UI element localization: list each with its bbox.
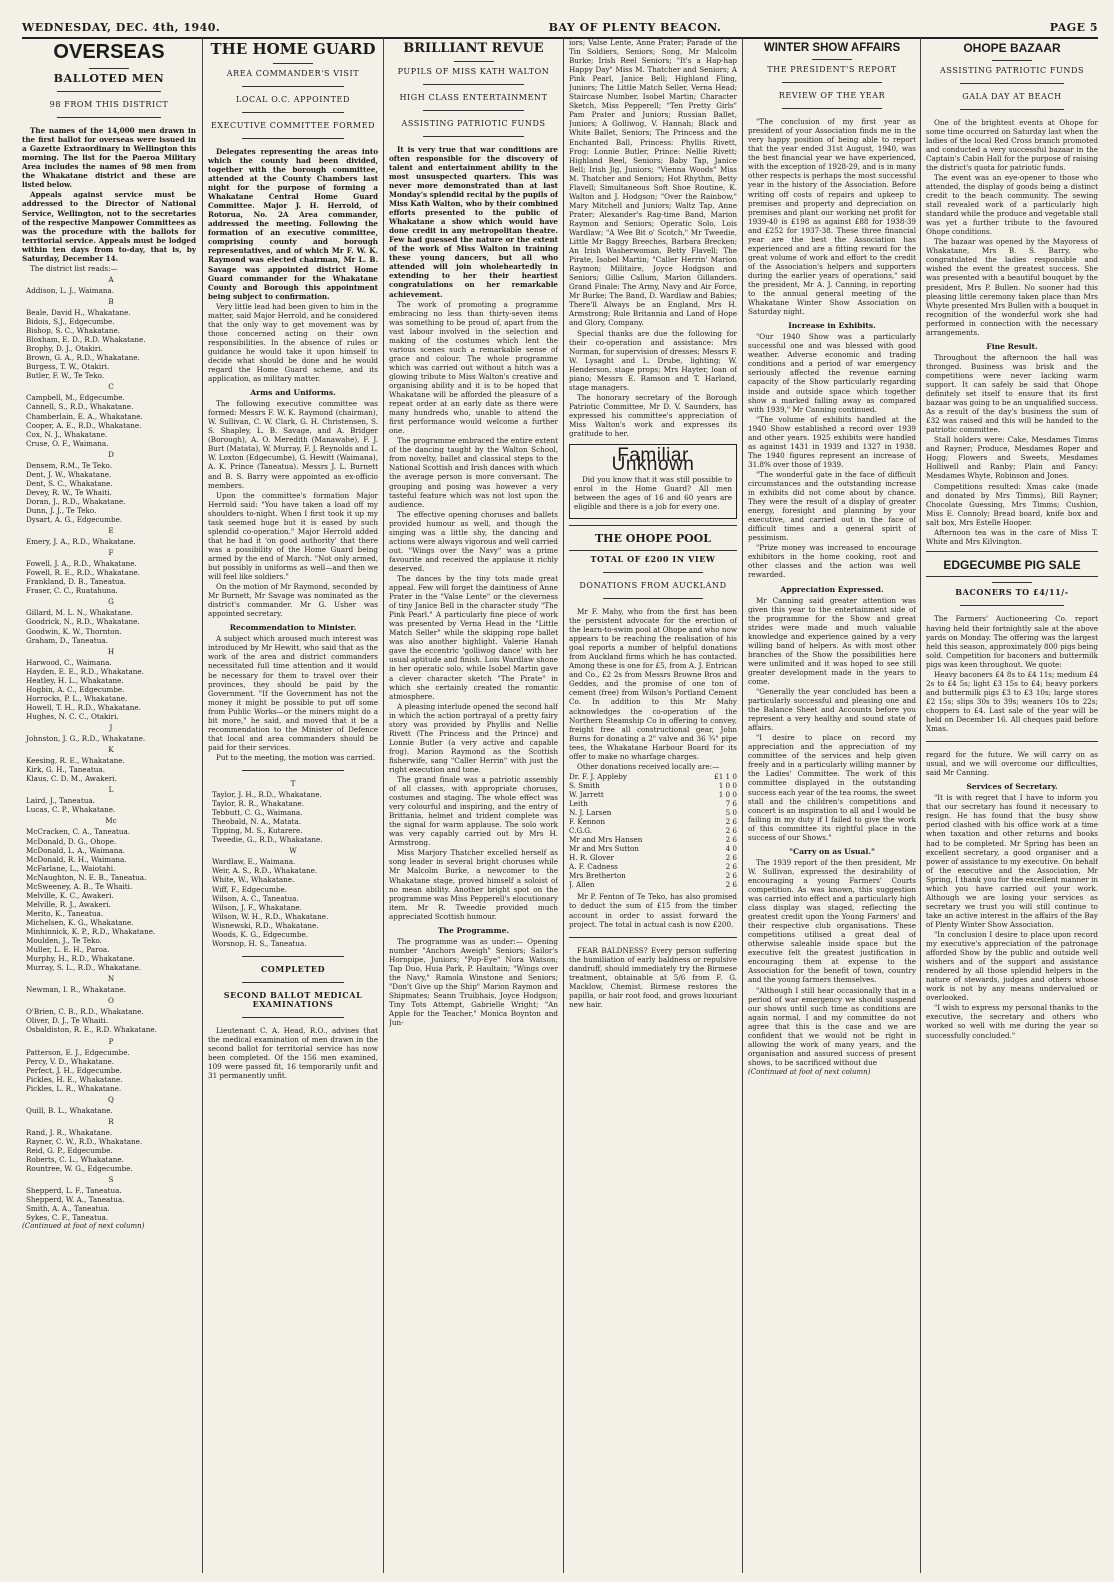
paragraph: The following executive committee was formed: Messrs F. W. K. Raymond (chairman), W. Sullivan, C. W. Clark, G. H. Christensen, S. S. Shapley, L. B. Savage, and A. Bridger (Borough), A. O. Meredith (Manawahe), F. J. Burt (Matata), W. Murray, F. J. Reynolds and L. W. Loxton (Edgecumbe), G. Hewitt (Waimana), A. K. Prince (Taneatua). Messrs J. L. Burnett and B. S. Barry were appointed as ex-officio members. xyxy=(208,399,378,490)
list-item: Cruse, O. F., Waimana. xyxy=(26,438,109,448)
headline-bazaar: OHOPE BAZAAR xyxy=(963,41,1061,55)
donation-row xyxy=(569,871,737,880)
list-item: Reid, G. P., Edgecumbe. xyxy=(26,1146,113,1156)
donor-name: Dr. F. J. Appleby xyxy=(569,771,627,781)
list-item: Laird, J., Taneatua. xyxy=(26,796,95,806)
list-item: Hughes, N. C. C., Otakiri. xyxy=(26,711,119,721)
list-item: Melville, K. C., Awakeri. xyxy=(26,890,114,900)
paragraph: Did you know that it was still possible to enrol in the Home Guard? All men between the ages of 16 and 60 years are eligible and there is a job for every one. xyxy=(574,475,732,512)
column-overseas xyxy=(22,38,196,1573)
article-intro: The names of the 14,000 men drawn in the first ballot for overseas were issued in a Gazette Extraordinary in Wellington this morning. The list for the Paeroa Military Area includes the names of 98 men from the Whakatane district and these are listed below. xyxy=(22,126,196,190)
second-ballot-head: SECOND BALLOT MEDICAL EXAMINATIONS xyxy=(223,989,363,1009)
subhead-gala: GALA DAY AT BEACH xyxy=(962,91,1062,101)
paragraph: "The conclusion of my first year as president of your Association finds me in the very happy position of being able to report that the year ended 31st August, 1940, was the best financial year we have experienced, with the exception of 1928-29, and is in many other respects is perhaps the most successful year in the history of the Association. Before writing off costs of repairs and upkeep to premises and property and depreciation on premises and plant our working net profit for 1939-40 is £198 as against £88 for 1938-39 and £252 for 1937-38. These three financial year are the best the Association has experienced and are a fitting reward for the great volume of work and effort to the credit of the Association's helpers and supporters during the earlier years of operations," said the president, Mr A. J. Canning, in reporting to the annual general meeting of the Whakatane Winter Show Association on Saturday night. xyxy=(748,117,916,317)
donation-row xyxy=(569,880,737,889)
list-item: Michelsen, K. G., Whakatane. xyxy=(26,917,134,927)
list-item: Cannell, S., R.D., Whakatane. xyxy=(26,402,134,412)
paragraph: "Our 1940 Show was a particularly successful one and was blessed with good weather. Adverse economic and trading conditions and a period of war emergency seriously affected the revenue earning capacity of the Show particularly regarding inside and outside space which together show a marked falling away as compared with 1939," Mr Canning continued. xyxy=(748,332,916,414)
list-letter: K xyxy=(108,745,114,755)
section-head: Recommendation to Minister. xyxy=(229,623,357,633)
list-item: Kirk, G. H., Taneatua. xyxy=(26,765,105,775)
list-item: Minhinnick, K. P., R.D., Whakatane. xyxy=(26,926,156,936)
familiar-unknown-box xyxy=(569,444,737,519)
subhead-patriotic: ASSISTING PATRIOTIC FUNDS xyxy=(401,118,546,128)
column-ohope-bazaar xyxy=(926,38,1098,1573)
subhead-review: REVIEW OF THE YEAR xyxy=(778,91,886,101)
paragraph: The 1939 report of the then president, Mr W. Sullivan, expressed the desirability of encouraging a young Farmers' Courts competition. As was known, this suggestion was carried into effect and a particularly high class display was staged, reflecting the greatest credit upon the Young Farmers' and their respective club organisations. These competitions utilised a great deal of otherwise saleable inside space but the executive felt the greatest justification in encouraging them at expense to the Association for the benefit of town, country and the young farmers themselves. xyxy=(748,857,916,985)
paragraph: Very little lead had been given to him in the matter, said Major Herrold, and he considered that the only way to get movement was by those concerned acting on their own responsibilities. In the absence of rules or guidance he would take it upon himself to decide what should be done and he would regard the Home Guard scheme, and its application, as military matter. xyxy=(208,301,378,384)
subhead-assisting: ASSISTING PATRIOTIC FUNDS xyxy=(939,65,1085,75)
paragraph: Special thanks are due the following for their co-operation and assistance: Mrs Norman, for supervision of dresses; Messrs F. W. Lysaght and L. Drube, lighting; W. Henderson, stage props; Mrs Hayter, loan of piano; Messrs E. Ramson and T. Harland, stage managers. xyxy=(569,328,737,392)
list-letter: C xyxy=(108,382,114,392)
donation-amount: 5 0 xyxy=(725,808,737,818)
list-item: Densem, R.M., Te Teko. xyxy=(26,460,112,470)
donation-row xyxy=(569,817,737,826)
donation-amount: 2 6 xyxy=(725,853,737,863)
list-item: Pickles, L. R., Whakatane. xyxy=(26,1083,122,1093)
donation-amount: 2 6 xyxy=(725,817,737,827)
donations-list xyxy=(569,772,737,890)
donation-amount: £1 1 0 xyxy=(714,771,737,781)
paragraph: "The wonderful gate in the face of difficult circumstances and the outstanding increase in exhibits did not come about by chance. They were the result of a display of greater energy, foresight and planning by your executive, and carried out in the face of difficult times and a general spirit of pessimism. xyxy=(748,469,916,543)
donation-row xyxy=(569,781,737,790)
list-item: Patterson, E. J., Edgecumbe. xyxy=(26,1047,130,1057)
paragraph: Heavy baconers £4 8s to £4 11s; medium £4 2s to £4 5s; light £3 15s to £4; heavy porkers and buttermilk pigs £3 to £3 10s; large stores £2 15s; slips 30s to 39s; weaners 10s to 22s; choppers to £4. Last sale of the year will be held on December 16. All cheques paid before Xmas. xyxy=(926,669,1098,734)
list-item: Perfect, J. H., Edgecumbe. xyxy=(26,1065,122,1075)
list-letter: S xyxy=(108,1175,114,1185)
paragraph: One of the brightest events at Ohope for some time occurred on Saturday last when the ladies of the local Red Cross branch promoted and conducted a very successful bazaar in the Captain's Cabin Hall for the purpose of raising the district's quota for patriotic funds. xyxy=(926,117,1098,172)
paragraph: Stall holders were: Cake, Mesdames Timms and Rayner; Produce, Mesdames Roper and Hogg; Flowers and Sweets, Mesdames Holliwell and Ranby; Plain and Fancy: Mesdames Whyte, Robinson and Jones. xyxy=(926,435,1098,481)
list-item: Rand, J. R., Whakatane. xyxy=(26,1127,113,1137)
list-item: Fowell, R. E., R.D., Whakatane. xyxy=(26,568,140,578)
list-item: Pickles, H. E., Whakatane. xyxy=(26,1074,123,1084)
list-letter: W xyxy=(289,846,297,856)
paragraph: Throughout the afternoon the hall was thronged. Business was brisk and the competitions were never lacking warm support. It can safely be said that Ohope definitely set itself to ensure that its first bazaar was going to be an unqualified success. As a result of the day's business the sum of £32 was raised and this will be handed to the patriotic committee. xyxy=(926,352,1098,435)
list-item: Johnston, J. G., R.D., Whakatane. xyxy=(26,734,146,744)
donor-name: W. Jarrett xyxy=(569,789,604,799)
column-rule xyxy=(563,38,564,1573)
donation-row xyxy=(569,844,737,853)
list-item: O'Brien, C. B., R.D., Whakatane. xyxy=(26,1007,144,1017)
list-item: Shepperd, W. A., Taneatua. xyxy=(26,1195,125,1205)
paragraph: The bazaar was opened by the Mayoress of Whakatane, Mrs B. S. Barry, who congratulated the ladies responsible and wished the event the greatest success. She was presented with a beautiful bouquet by the president, Mrs P. Bullen. No sooner had this pleasing little ceremony taken place than Mrs Whyte presented Mrs Bullen with a bouquet in recognition of the wonderful work she had performed in connection with the necessary arrangements. xyxy=(926,237,1098,337)
list-item: Campbell, M., Edgecumbe. xyxy=(26,393,125,403)
page-columns xyxy=(22,38,1098,1573)
subhead-donations: DONATIONS FROM AUCKLAND xyxy=(579,580,727,590)
donation-row xyxy=(569,808,737,817)
list-item: Howell, T. H., R.D., Whakatane. xyxy=(26,702,141,712)
ballot-list-continued xyxy=(208,790,378,844)
list-item: Newman, I. R., Whakatane. xyxy=(26,985,126,995)
list-letter: P xyxy=(108,1036,114,1046)
headline-winter-show: WINTER SHOW AFFAIRS xyxy=(763,42,901,54)
section-head: Services of Secretary. xyxy=(966,782,1058,792)
list-item: Sykes, C. F., Taneatua. xyxy=(26,1213,109,1223)
list-item: Oliver, D. J., Te Whaiti. xyxy=(26,1016,109,1026)
list-item: Bloxham, E. D., R.D. Whakatane. xyxy=(26,335,146,345)
list-letter: D xyxy=(108,449,114,459)
section-head: Increase in Exhibits. xyxy=(788,321,876,331)
subhead-entertainment: HIGH CLASS ENTERTAINMENT xyxy=(399,92,548,102)
list-item: Brophy, D. J., Otakiri. xyxy=(26,344,103,354)
list-item: Heatley, H. L., Whakatane. xyxy=(26,675,124,685)
list-item: Rayner, C. W., R.D., Whakatane. xyxy=(26,1136,143,1146)
list-item: Hogbin, A. C., Edgecumbe. xyxy=(26,684,125,694)
list-item: Dunn, J. J., Te Teko. xyxy=(26,505,97,515)
list-item: Tipping, M. S., Kutarere. xyxy=(212,826,303,836)
paragraph: "The volume of exhibits handled at the 1940 Show established a record over 1939 and other years. 1925 exhibits were handled as against 1431 in 1939 and 1327 in 1938. The 1940 figures represent an increase of 31.8% over those of 1939. xyxy=(748,414,916,469)
list-item: Chamberlain, E. A., Whakatane. xyxy=(26,411,143,421)
paragraph: The work of promoting a programme embracing no less than thirty-seven items was something to be proud of, apart from the vast labour involved in the selection and making of the costumes which lent the various scenes such a remarkable sense of grace and colour. The whole programme which was carried out without a hitch was a glowing tribute to Miss Walton's creative and organising ability and it is to be hoped that Whakatane will be afforded the pleasure of a repeat order at an early date as there were many hundreds who, unable to attend the first performance would welcome a further one. xyxy=(389,299,558,436)
list-item: Fraser, C. C., Ruatahuna. xyxy=(26,586,118,596)
list-item: McDonald, L. A., Waimana. xyxy=(26,845,125,855)
list-item: Wisnewski, R.D., Whakatane. xyxy=(212,920,319,930)
paragraph: "I desire to place on record my appreciation and the appreciation of my committee of the services and help given freely and in a particularly willing manner by the Ladies' Committee. The work of this committee displayed in the outstanding success each year of the tea rooms, the sweet stall and the children's competitions and concert is an inspiration to all and I would be failing in my duty if I failed to give the work of this committee its rightful place in the success of our Shows." xyxy=(748,733,916,842)
list-item: Roberts, C. L., Whakatane. xyxy=(26,1155,124,1165)
list-item: Burgess, T. W., Otakiri. xyxy=(26,362,110,372)
list-item: Worsnop, H. S., Taneatua. xyxy=(212,938,307,948)
list-item: Goodwin, K. W., Thornton. xyxy=(26,626,122,636)
list-item: Osbaldiston, R. E., R.D. Whakatane. xyxy=(26,1025,157,1035)
list-item: Doran, J., R.D., Whakatane. xyxy=(26,496,126,506)
column-home-guard xyxy=(208,38,378,1573)
paragraph: Miss Marjory Thatcher excelled herself as song leader in several bright choruses while Mr Malcolm Burke, a newcomer to the Whakatane stage, proved himself a soloist of no mean ability. Another bright spot on the programme was Miss Pepperell's elocutionary item. Mr R. Tweedie provided much appreciated Scottish humour. xyxy=(389,848,558,921)
donation-amount: 7 6 xyxy=(725,798,737,808)
subhead-report: THE PRESIDENT'S REPORT xyxy=(767,65,897,75)
revue-lead: It is very true that war conditions are often responsible for the discovery of talent and entertainment ability in the most unsuspected quarters. This was never more demonstrated than at last Monday's splendid recital by the pupils of Miss Kath Walton, who by their combined efforts presented to the public of Whakatane a show which would have done credit in any metropolitan theatre. Few had guessed the nature or the extent of the work of Miss Walton in training these young dancers, but all who attended will join wholeheartedly in extending to her their heartiest congratulations on her remarkable achievement. xyxy=(389,144,558,299)
list-item: Rountree, W. G., Edgecumbe. xyxy=(26,1164,133,1174)
donor-name: Leith xyxy=(569,798,588,808)
paragraph: "It is with regret that I have to inform you that our secretary has found it necessary to resign. He has found that the busy show period clashed with his office work at a time when taxation and other returns and books had to be completed. Mr Spring has been an excellent secretary, a good organiser and a power of assistance to my executive. On behalf of the executive and the Association, Mr Spring, I thank you for the excellent manner in which you have carried out your work. Although we are losing your services as secretary we trust you will still continue to take an active interest in the affairs of the Bay of Plenty Winter Show Association. xyxy=(926,793,1098,929)
section-head: The Programme. xyxy=(437,925,510,935)
list-item: Harwood, C., Waimana. xyxy=(26,657,112,667)
list-item: Quill, B. L., Whakatane. xyxy=(26,1105,113,1115)
paragraph: iors; Valse Lente, Anne Prater; Parade of the Tin Soldiers, Seniors; Song, Mr Malcolm Burke; Irish Reel Seniors; "It's a Hap-hap Happy Day" Miss M. Thatcher and Seniors; A Pink Pearl, Janice Bell; Highland Fling, Juniors; The Little Match Seller, Verna Head; Staircase Number, Isobel Martin; Character Sketch, Miss Pepperell; "Ten Pretty Girls" Pam Prater and Juniors; Russian Ballet, Juniors; A Golliwog, V. Hannah; Black and White Ballet, Seniors; The Princess and the Enchanted Ball, Princess: Phyllis Rivett, Frog: Lonnie Butler, Prince: Nellie Rivett; Highland Reel, Seniors; Baby Tap, Janice Bell; Irish Jig, Juniors; "Vienna Woods" Miss M. Thatcher and Seniors; Hot Rhythm, Betty Flavell; Simultaneous Soft Shoe Routine, K. Walton and J. Hodgson; "Over the Rainbow," Mary Mitchell and Juniors; Waltz Tap, Anne Prater; Alexander's Rag-time Band, Marion Raymon and Seniors; Operatic Solo, Lois Wardlaw; "A Wee Bit o' Scotch," Mr Tweedie, Little Mr Baggy Breeches, Barbara Brecken; An Irish Washerwoman, Betty Flavell; The Pirate, Isobel Martin; "Caller Herrin' Marion Raymon; Militaire, Joyce Hodgson and Seniors; Gillie Callum, Marion Gillanders. Grand Finale: The Army, Navy and Air Force, Mr Burke; The Band, D. Wardlaw and Babies; There'll Always be an England, Mrs H. Armstrong; Rule Britannia and Land of Hope and Glory, Company. xyxy=(569,38,737,328)
home-guard-lead: Delegates representing the areas into which the county had been divided, together with the borough committee, attended at the County Chambers last night for the purpose of forming a Whakatane Central Home Guard Committee. Major J. H. Herrold, of Rotorua, No. 2A Area commander, addressed the meeting. Following the formation of an executive committee, comprising county and borough representatives, and of which Mr F. W. K. Raymond was elected chairman, Mr L. B. Savage was appointed district Home Guard commander for the Whakatane County and Borough this appointment being subject to confirmation. xyxy=(208,146,378,301)
donation-row xyxy=(569,790,737,799)
list-item: Emery, J. A., R.D., Whakatane. xyxy=(26,537,136,547)
list-item: McDonald, R. H., Waimana. xyxy=(26,854,127,864)
list-item: McNaughton, N. E. B., Taneatua. xyxy=(26,872,147,882)
paragraph: Afternoon tea was in the care of Miss T. White and Mrs Kilvington. xyxy=(926,527,1098,546)
list-item: Murray, S. L., R.D., Whakatane. xyxy=(26,963,142,973)
list-item: Wilson, J. F., Whakatane. xyxy=(212,902,302,912)
column-rule xyxy=(202,38,203,1573)
donation-amount: 1 0 0 xyxy=(718,789,737,799)
list-item: Woods, K. G., Edgecumbe. xyxy=(212,929,309,939)
column-winter-show xyxy=(748,38,916,1573)
list-item: Moulden, J., Te Teko. xyxy=(26,936,102,946)
paragraph: Mr Canning said greater attention was given this year to the entertainment side of the programme for the Show and great strides were made and much valuable knowledge and experience gained by a very willing band of helpers. As with most other branches of the Show the possibilities here were unlimited and it was hoped to see still greater development made in the years to come. xyxy=(748,595,916,686)
column-ohope-pool xyxy=(569,38,737,1573)
paragraph: The Farmers' Auctioneering Co. report having held their fortnightly sale at the above yards on Monday. The offering was the largest held this season, approximately 800 pigs being sold. Competition for baconers and buttermilk pigs was keen throughout. We quote: xyxy=(926,614,1098,669)
paragraph: A pleasing interlude opened the second half in which the action portrayal of a pretty fairy story was provided by Phyllis and Nellie Rivett (The Princess and the Prince) and Lonnie Butler (a very active and capable frog). Marion Raymond as the Scottish fisherwife, sang "Caller Herrin" with just the right execution and tone. xyxy=(389,701,558,774)
list-item: Frankland, D. B., Taneatua. xyxy=(26,577,127,587)
headline-overseas: OVERSEAS xyxy=(53,41,165,63)
list-item: McCracken, C. A., Taneatua. xyxy=(26,827,131,837)
list-item: Butler, F. W., Te Teko. xyxy=(26,371,105,381)
list-item: Brown, G. A., R.D., Whakatane. xyxy=(26,353,140,363)
subhead-district: 98 FROM THIS DISTRICT xyxy=(49,100,169,110)
paragraph: Put to the meeting, the motion was carried. xyxy=(216,752,376,762)
list-item: Dysart, A. G., Edgecumbe. xyxy=(26,515,123,525)
donor-name: Mr and Mrs Hansen xyxy=(569,835,643,845)
list-letter: O xyxy=(108,996,114,1006)
list-item: Klaus, C. D. M., Awakeri. xyxy=(26,774,117,784)
list-item: Cox, N. J., Whakatane. xyxy=(26,429,108,439)
section-head: Arms and Uniforms. xyxy=(250,388,336,398)
list-item: Taylor, J. H., R.D., Whakatane. xyxy=(212,790,322,800)
column-rule xyxy=(383,38,384,1573)
ballot-list-continued xyxy=(208,857,378,947)
donor-name: H. R. Glover xyxy=(569,853,614,863)
paragraph: "I wish to express my personal thanks to the executive, the secretary and others who worked so well with me during the year so successfully concluded." xyxy=(926,1003,1098,1040)
continued-note: (Continued at foot of next column) xyxy=(748,1067,871,1076)
list-item: Horrocks, P. L., Whakatane. xyxy=(26,693,128,703)
donor-name: N. J. Larsen xyxy=(569,808,612,818)
donation-amount: 2 6 xyxy=(725,862,737,872)
list-item: Keesing, R. E., Whakatane. xyxy=(26,756,125,766)
donor-name: F. Kennon xyxy=(569,817,606,827)
list-item: Wiff, F., Edgecumbe. xyxy=(212,884,288,894)
list-item: McFarlane, L., Waiotahi. xyxy=(26,863,116,873)
list-letter: G xyxy=(108,597,114,607)
list-item: Taylor, R. R., Whakatane. xyxy=(212,799,304,809)
donor-name: C.G.G. xyxy=(569,826,593,836)
list-item: Dent, J. W., Whakatane. xyxy=(26,469,112,479)
list-item: Beale, David H., Whakatane. xyxy=(26,307,131,317)
list-item: Gillard, M. L. N., Whakatane. xyxy=(26,608,133,618)
paragraph: Other donations received locally are:— xyxy=(577,761,720,771)
masthead-page: PAGE 5 xyxy=(1049,21,1098,34)
donation-row xyxy=(569,835,737,844)
list-letter: E xyxy=(108,526,114,536)
list-letter: N xyxy=(107,974,115,984)
paragraph: "In conclusion I desire to place upon record my executive's appreciation of the patronage afforded Show by the public and outside well wishers and of the support and assistance rendered by all those splendid helpers in the nature of stewards, judges and others whose work is not by any means undervalued or overlooked. xyxy=(926,929,1098,1003)
list-item: Cooper, A. E., R.D., Whakatane. xyxy=(26,420,142,430)
list-item: Bidois, S.J., Edgecumbe. xyxy=(26,317,115,327)
ballot-list xyxy=(22,275,196,1223)
list-item: Fowell, J. A., R.D., Whakatane. xyxy=(26,559,137,569)
box-title: Familiar Unknown xyxy=(611,445,695,476)
list-letter: H xyxy=(107,646,115,656)
list-item: Addison, L. J., Waimana. xyxy=(26,285,115,295)
section-head: "Carry on as Usual." xyxy=(789,846,875,856)
paragraph: "Prize money was increased to encourage exhibitors in the home cooking, root and other classes and the action was well rewarded. xyxy=(748,543,916,580)
donation-amount: 1 0 0 xyxy=(718,780,737,790)
paragraph: Mr P. Fenton of Te Teko, has also promised to deduct the sum of £15 from the timber account in order to assist forward the project. The total in actual cash is now £200. xyxy=(569,892,737,929)
headline-pool: THE OHOPE POOL xyxy=(594,532,711,546)
section-head: Fine Result. xyxy=(986,341,1038,351)
list-letter: L xyxy=(108,785,114,795)
list-letter: B xyxy=(108,296,114,306)
paragraph: The honorary secretary of the Borough Patriotic Committee, Mr D. V. Saunders, has expressed his committee's appreciation of Miss Walton's work and expresses its gratitude to her. xyxy=(569,392,737,439)
donor-name: Mr and Mrs Sutton xyxy=(569,844,639,854)
donation-amount: 2 6 xyxy=(725,871,737,881)
paragraph: "Although I still hear occasionally that in a period of war emergency we should suspend our shows until such time as conditions are again normal, I and my committee do not agree that this is the case and we are confident that we would not be right in allowing the work of many years, and the organisation and assured success of present shows, to be sacrificed without due xyxy=(748,985,916,1067)
list-item: Graham, D., Taneatua. xyxy=(26,635,108,645)
donation-amount: 2 6 xyxy=(725,826,737,836)
paragraph: The programme embraced the entire extent of the dancing taught by the Walton School, from novelty, ballet and classical steps to the National Scottish and Irish dances with which the average person is more conversant. The grouping and posing was however a very tasteful feature which was not lost upon the audience. xyxy=(389,436,558,509)
list-intro: The district list reads:— xyxy=(30,263,118,273)
list-item: Melville, R. J., Awakeri. xyxy=(26,899,111,909)
column-revue xyxy=(389,38,558,1573)
completed-head: COMPLETED xyxy=(260,963,326,974)
donation-amount: 2 6 xyxy=(725,835,737,845)
list-item: Goodrick, N., R.D., Whakatane. xyxy=(26,617,140,627)
subhead-balloted: BALLOTED MEN xyxy=(53,72,165,85)
list-item: Smith, A. A., Taneatua. xyxy=(26,1204,110,1214)
subhead-baconers: BACONERS TO £4/11/- xyxy=(955,587,1069,598)
continued-note: (Continued at foot of next column) xyxy=(22,1222,145,1231)
paragraph: regard for the future. We will carry on as usual, and we will overcome our difficulties, said Mr Canning. xyxy=(926,750,1098,778)
donation-amount: 2 6 xyxy=(725,880,737,890)
masthead xyxy=(22,10,1098,39)
paragraph: The effective opening choruses and ballets provided humour as well, and though the singing was a little shy, the dancing and actions were always vigorous and well carried out. "Wings over the Navy" was a prime favourite and received the applause it richly deserved. xyxy=(389,509,558,573)
list-item: White, W., Whakatane. xyxy=(212,875,295,885)
list-letter: T xyxy=(290,778,296,788)
list-item: Wardlaw, E., Waimana. xyxy=(212,857,296,867)
column-rule xyxy=(742,38,743,1573)
donation-row xyxy=(569,862,737,871)
list-item: McSweeney, A. B., Te Whaiti. xyxy=(26,881,133,891)
paragraph: Upon the committee's formation Major Herrold said: "You have taken a load off my shoulders to-night. When I first took it up my task seemed huge but it is eased by such splendid co-operation." Major Herrold added that he had it 'on good authority' that there was a possibility of the Home Guard being armed by the end of March. "Not only armed, but possibly in uniforms as well—and then we will feel like soldiers." xyxy=(208,490,378,582)
donor-name: Mrs Bretherton xyxy=(569,871,626,881)
headline-pig-sale: EDGECUMBE PIG SALE xyxy=(943,557,1081,572)
list-item: Theobald, N. A., Matata. xyxy=(212,817,302,827)
list-item: Muller, L. E. H., Paroa. xyxy=(26,945,110,955)
list-item: Tweedie, G., R.D., Whakatane. xyxy=(212,835,323,845)
donor-name: S. Smith xyxy=(569,780,600,790)
column-rule xyxy=(920,38,921,1573)
list-item: Percy, V. D., Whakatane. xyxy=(26,1056,115,1066)
list-item: Tebbutt, C. G., Waimana. xyxy=(212,808,303,818)
list-item: Lucas, C. P., Whakatane. xyxy=(26,805,116,815)
paragraph: Lieutenant C. A. Head, R.O., advises that the medical examination of men drawn in the second ballot for territorial service has now been completed. Of the 156 men examined, 109 were passed fit, 16 temporarily unfit and 31 permanently unfit. xyxy=(208,1025,378,1081)
headline-home-guard: THE HOME GUARD xyxy=(210,40,376,58)
donation-amount: 4 0 xyxy=(725,844,737,854)
masthead-date: WEDNESDAY, DEC. 4th, 1940. xyxy=(22,21,221,34)
list-letter: Q xyxy=(108,1094,114,1104)
paragraph: "Generally the year concluded has been a particularly successful and pleasing one and the Balance Sheet and Accounts before you represent a very healthy and sound state of affairs. xyxy=(748,687,916,733)
paragraph: The dances by the tiny tots made great appeal. Few will forget the daintiness of Anne Prater in the "Valse Lente" or the cleverness of tiny Janice Bell in the character study "The Pink Pearl." A particularly fine piece of work was presented by Verna Head in the "Little Match Seller" while the skipping rope ballet was also another highlight. Valerie Hanah gave the eccentric 'golliwog dance' with her usual aptitude and finish. Lois Wardlaw shone in her operatic solo, while Isobel Martin gave a clever character sketch "The Pirate" in which she certainly created the romantic atmosphere. xyxy=(389,573,558,701)
paragraph: The grand finale was a patriotic assembly of all classes, with appropriate choruses, costumes and staging. The whole effect was very colourful and inspiring, and the entry of Brittania, helmet and trident complete was the signal for warm applause. The solo work was very capably carried out by Mrs H. Armstrong. xyxy=(389,775,558,848)
paragraph: A subject which aroused much interest was introduced by Mr Hewitt, who said that as the work of the area and district commanders necessitated full time attention and it would be necessary for them to travel over their provinces, they should be paid by the Government. "If the Government has not the money it might be possible to put off some from Public Works—or the miners might do a bit more," he said, and moved that it be a recommendation to the Minister of Defence that local and area commanders should be paid for their services. xyxy=(208,634,378,752)
donation-row xyxy=(569,853,737,862)
paragraph: Competitions resulted: Xmas cake (made and donated by Mrs Timms), Bill Rayner; Chocolate Guessing, Mrs Timms; Cushion, Miss E. Connoly; Bread board, knife box and salt box, Mrs Estelle Hooper. xyxy=(926,481,1098,527)
section-head: Appreciation Expressed. xyxy=(780,584,884,594)
baldness-advert: FEAR BALDNESS? Every person suffering the humiliation of early baldness or repulsive dandruff, should immediately try the Birmese treatment, obtainable at 5/6 from F. G. Macklow, Chemist. Birmese restores the papilla, or hair root food, and grows luxuriant new hair. xyxy=(569,945,737,1009)
list-item: Devey, R. W., Te Whaiti. xyxy=(26,487,112,497)
list-item: Weir, A. S., R.D., Whakatane. xyxy=(212,866,318,876)
paragraph: Mr F. Mahy, who from the first has been the persistent advocate for the erection of the learn-to-swim pool at Ohope and who now appears to be reaching the realisation of his goal reports a number of helpful donations from Auckland firms which he has contacted. Among these is one for £5, from A. J. Entrican and Co., £2 2s from Messrs Browne Bros and Geddes, and the promise of one ton of cement (free) from Wilson's Portland Cement Co. In addition to this Mr Mahy acknowledges the co-operation of the Northern Steamship Co in offering to convey, freight free all constructional gear, John Burns for donating a 2" valve and 36 ¾" pipe tees, the Whakatane Harbour Board for its offer to make no wharfage charges. xyxy=(569,606,737,761)
article-appeals: Appeals against service must be addressed to the Director of National Service, Wellington, not to the secretaries of the respective Manpower Committees as was the procedure with the ballots for territorial service. Appeals must be lodged within ten days from to-day, that is, by Saturday, December 14. xyxy=(22,190,196,263)
list-item: Shepperd, L. F., Taneatua. xyxy=(26,1186,122,1196)
donor-name: A. F. Cadness xyxy=(569,862,618,872)
subhead-pupils: PUPILS OF MISS KATH WALTON xyxy=(397,66,550,76)
list-letter: F xyxy=(108,548,114,558)
list-item: Dent, S. C., Whakatane. xyxy=(26,478,113,488)
list-item: McDonald, D. G., Ohope. xyxy=(26,836,117,846)
list-letter: Mc xyxy=(105,816,117,826)
paragraph: The programme was as under:— Opening number "Anchors Aweigh" Seniors; Sailor's Hornpipe, Juniors; "Pop-Eye" Nora Watson; Tap Duo, Huia Park, P. Haultain; "Wings over the Navy," Ramola Winstone and Seniors; "Don't Give up the Ship" Marion Raymon and Shipmates; Seann Truibhais, Joyce Hodgson; Tiny Tots Attempt, Gabrielle Wright; "An Apple for the Teacher," Monica Boynton and Jun- xyxy=(389,936,558,1028)
list-item: Bishop, S. C., Whakatane. xyxy=(26,326,121,336)
list-item: Hayden, E. E., R.D., Whakatane. xyxy=(26,666,144,676)
list-item: Murphy, H., R.D., Whakatane. xyxy=(26,954,135,964)
paragraph: The event was an eye-opener to those who attended, the display of goods being a distinct credit to the beach community. The sewing stall revealed work of a particularly high standard while the produce and vegetable stall was yet a further tribute to the favoured Ohope conditions. xyxy=(926,172,1098,237)
donor-name: J. Allen xyxy=(569,880,595,890)
subhead-pool-total: TOTAL OF £200 IN VIEW xyxy=(590,553,716,564)
list-item: Wilson, A. C., Taneatua. xyxy=(212,893,299,903)
list-item: Merito, K., Taneatua. xyxy=(26,908,104,918)
donation-row xyxy=(569,799,737,808)
masthead-title: BAY OF PLENTY BEACON. xyxy=(548,21,722,34)
list-letter: A xyxy=(108,274,114,284)
list-item: Wilson, W. H., R.D., Whakatane. xyxy=(212,911,329,921)
donation-row xyxy=(569,826,737,835)
paragraph: On the motion of Mr Raymond, seconded by Mr Burnett, Mr Savage was nominated as the district's commander. Mr G. Usher was appointed secretary. xyxy=(208,582,378,619)
donation-row xyxy=(569,772,737,781)
list-letter: J xyxy=(109,723,113,732)
subhead-local: LOCAL O.C. APPOINTED xyxy=(235,94,351,104)
list-letter: R xyxy=(108,1116,114,1126)
subhead-exec: EXECUTIVE COMMITTEE FORMED xyxy=(210,120,376,130)
headline-revue: BRILLIANT REVUE xyxy=(403,41,544,56)
subhead-area: AREA COMMANDER'S VISIT xyxy=(226,68,360,78)
